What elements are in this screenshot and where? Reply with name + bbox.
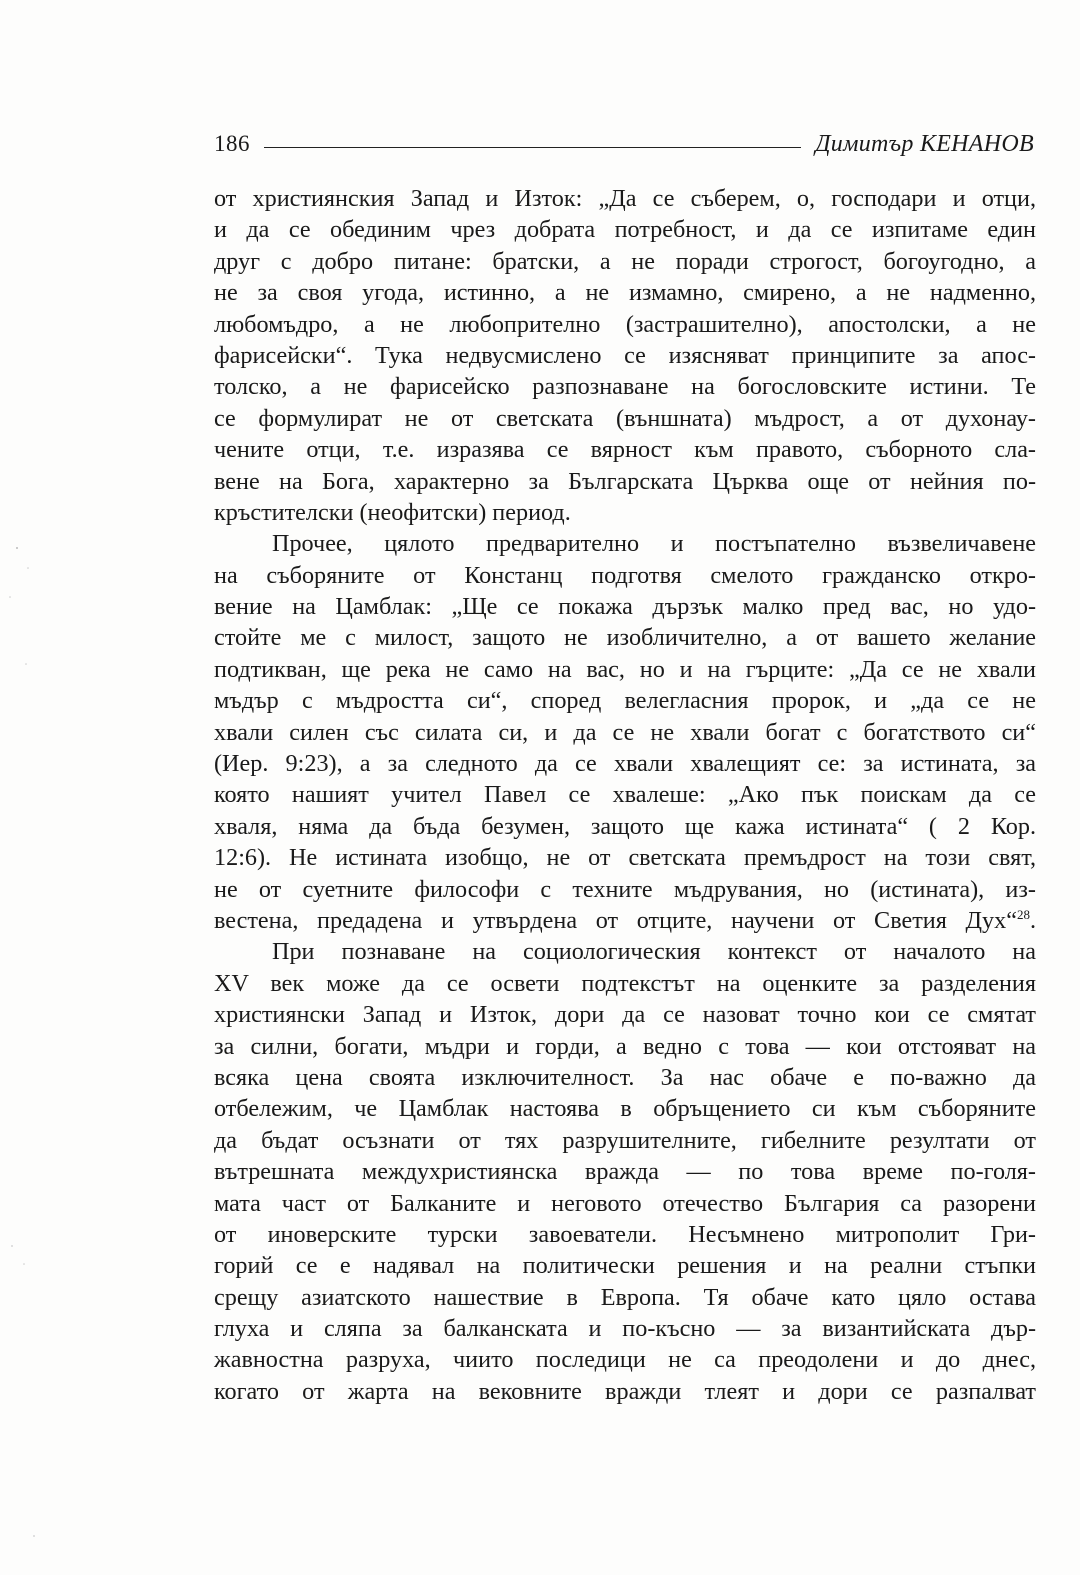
page-number: 186 xyxy=(214,131,250,156)
text-line: чените отци, т.е. изразява се вярност към правото, съборното сла- xyxy=(214,436,1036,464)
text-line: любомъдро, а не любопрително (застрашително), апостолски, а не xyxy=(214,310,1036,338)
text-line: да бъдат осъзнати от тях разрушителните, гибелните резултати от xyxy=(214,1126,1036,1154)
text-line: горий се е надявал на политически решения и на реални стъпки xyxy=(214,1252,1036,1280)
text-line: мъдър с мъдростта си“, според велегласния пророк, и „да се не xyxy=(214,687,1036,715)
running-head-author: Димитър КЕНАНОВ xyxy=(815,130,1034,157)
text-line: не за своя угода, истинно, а не измамно, смирено, а не надменно, xyxy=(214,279,1036,307)
text-line-with-footnote xyxy=(214,905,1036,936)
text-line: срещу азиатското нашествие в Европа. Тя обаче като цяло остава xyxy=(214,1283,1036,1311)
text-line: от християнския Запад и Изток: „Да се съберем, о, господари и отци, xyxy=(214,185,1036,212)
text-line: християнски Запад и Изток, дори да се назоват точно кои се смятат xyxy=(214,1001,1036,1029)
text-line-end: . xyxy=(1029,906,1036,934)
text-line: 12:6). Не истината изобщо, не от светската премъдрост на този свят, xyxy=(214,844,1036,872)
text-line: вение на Цамблак: „Ще се покажа дързък малко пред вас, но удо- xyxy=(214,593,1036,621)
text-line: която нашият учител Павел се хвалеше: „Ако пък поискам да се xyxy=(214,781,1036,809)
text-line: глуха и сляпа за балканската и по-късно — за византийската дър- xyxy=(214,1315,1036,1343)
text-line: жавностна разруха, чиито последици не са преодолени и до днес, xyxy=(214,1346,1036,1374)
text-line: подтикван, ще река не само на вас, но и на гърците: „Да се не хвали xyxy=(214,655,1036,683)
footnote-reference[interactable]: 28 xyxy=(1016,906,1030,922)
text-line: на съборяните от Констанц подготвя смелото гражданско откро- xyxy=(214,561,1036,589)
text-line: фарисейски“. Тука недвусмислено се изясняват принципите за апос- xyxy=(214,341,1036,369)
text-line: вътрешната междухристиянска вражда — по това време по-голя- xyxy=(214,1158,1036,1186)
text-line: толско, а не фарисейско разпознаване на богословските истини. Те xyxy=(214,373,1036,401)
body-text xyxy=(214,183,1036,1407)
text-line: се формулират не от светската (външната) мъдрост, а от духонау- xyxy=(214,404,1036,432)
paragraph-start-line: Прочее, цялото предварително и постъпателно възвеличавене xyxy=(272,530,1036,558)
text-line: друг с добро питане: братски, а не поради строгост, богоугодно, а xyxy=(214,247,1036,275)
text-line: хваля, няма да бъда безумен, защото ще кажа истината“ ( 2 Кор. xyxy=(214,812,1036,840)
text-line: стойте ме с милост, защото не изобличително, а от вашето желание xyxy=(214,624,1036,652)
paragraph-start-line: При познаване на социологическия контекст от началото на xyxy=(272,938,1036,966)
text-line: вене на Бога, характерно за Българската Църква още от нейния по- xyxy=(214,467,1036,495)
text-line: (Иер. 9:23), а за следното да се хвали хвалещият се: за истината, за xyxy=(214,750,1036,778)
text-line: не от суетните философи с техните мъдрувания, но (истината), из- xyxy=(214,875,1036,903)
text-line: когато от жарта на вековните вражди тлеят и дори се разпалват xyxy=(214,1377,1036,1405)
text-line: хвали силен със силата си, и да се не хвали богат с богатството си“ xyxy=(214,718,1036,746)
text-line: мата част от Балканите и неговото отечество България са разорени xyxy=(214,1189,1036,1217)
text-line: от иноверските турски завоеватели. Несъмнено митрополит Гри- xyxy=(214,1220,1036,1248)
text-line: кръстителски (неофитски) период. xyxy=(214,498,571,526)
text-line-content: вестена, предадена и утвърдена от отците, научени от Светия Дух“ xyxy=(214,906,1017,934)
text-line: и да се обединим чрез добрата потребност, и да се изпитаме един xyxy=(214,216,1036,244)
header-rule xyxy=(264,147,801,148)
text-line: XV век може да се освети подтекстът на оценките за разделения xyxy=(214,969,1036,997)
text-line: отбележим, че Цамблак настоява в обръщението си към съборяните xyxy=(214,1095,1036,1123)
text-line: всяка цена своята изключителност. За нас обаче е по-важно да xyxy=(214,1063,1036,1091)
running-head xyxy=(214,124,1034,164)
text-line: за силни, богати, мъдри и горди, а ведно с това — кои отстояват на xyxy=(214,1032,1036,1060)
